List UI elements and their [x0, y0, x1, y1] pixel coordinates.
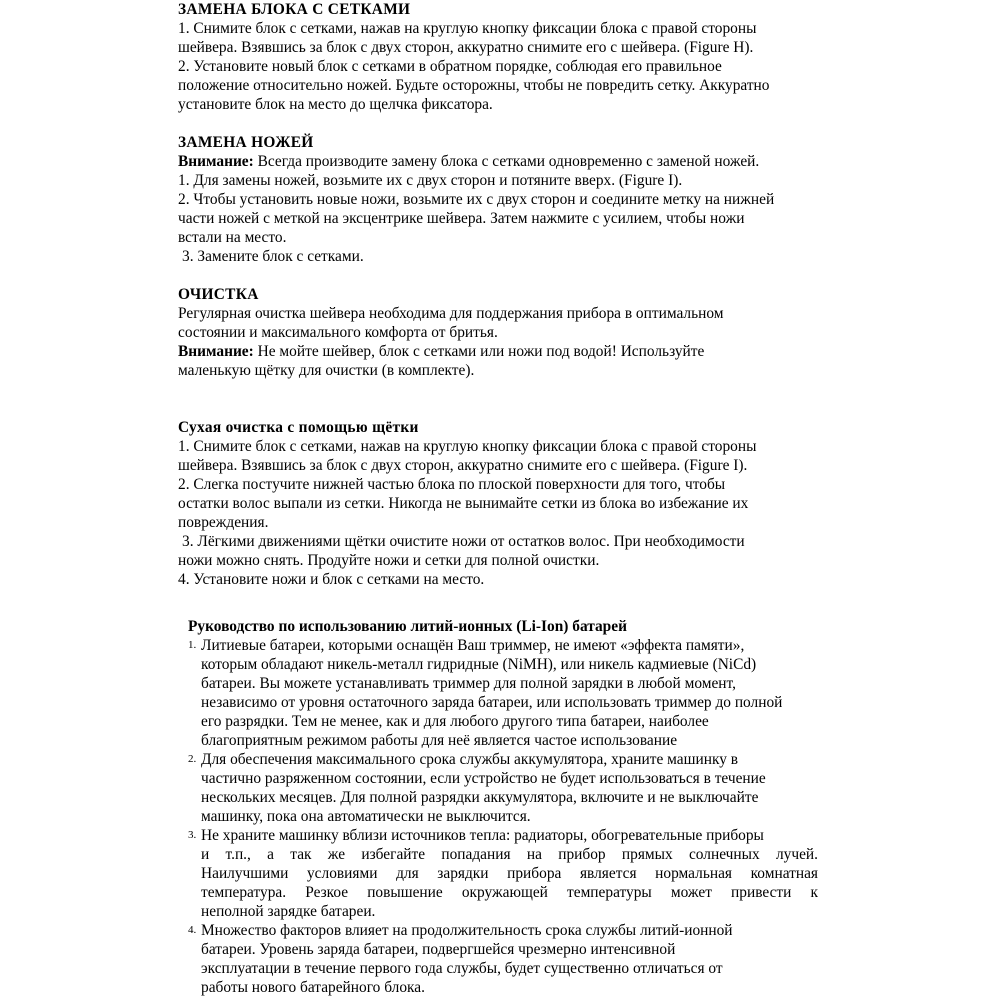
numbered-list [188, 636, 818, 997]
section-dry-cleaning [178, 418, 838, 589]
text-line: Регулярная очистка шейвера необходима для поддержания прибора в оптимальном [178, 305, 724, 322]
list-item [188, 921, 818, 997]
text-line: установите блок на место до щелчка фиксатора. [178, 96, 493, 113]
manual-page [178, 0, 838, 589]
section-title: Сухая очистка с помощью щётки [178, 419, 419, 436]
section-cleaning [178, 285, 838, 380]
text-line: 3. Замените блок с сетками. [182, 248, 364, 265]
text-line: встали на место. [178, 229, 287, 246]
text-line: Наилучшими условиями для зарядки прибора является нормальная комнатная [201, 865, 818, 882]
text-line: Не храните машинку вблизи источников тепла: радиаторы, обогревательные приборы [201, 827, 764, 844]
warning-text: Не мойте шейвер, блок с сетками или ножи под водой! Используйте [253, 343, 705, 360]
text-line: шейвера. Взявшись за блок с двух сторон, аккуратно снимите его с шейвера. (Figure I). [178, 457, 748, 474]
spacer [178, 266, 838, 285]
warning-label: Внимание: [178, 153, 254, 170]
text-line: 1. Для замены ножей, возьмите их с двух сторон и потяните вверх. (Figure I). [178, 172, 683, 189]
section-replace-blades [178, 133, 838, 266]
text-line: эксплуатации в течение первого года службы, будет существенно отличаться от [201, 960, 723, 977]
section-title: ОЧИСТКА [178, 286, 259, 303]
text-line: батареи. Уровень заряда батареи, подвергшейся чрезмерно интенсивной [201, 941, 676, 958]
text-line: положение относительно ножей. Будьте осторожны, чтобы не повредить сетку. Аккуратно [178, 77, 770, 94]
list-item [188, 826, 818, 921]
text-line: 4. Установите ножи и блок с сетками на место. [178, 571, 485, 588]
text-line: 1. Снимите блок с сетками, нажав на круглую кнопку фиксации блока с правой стороны [178, 20, 757, 37]
section-title: Руководство по использованию литий-ионных (Li-Ion) батарей [188, 618, 627, 635]
section-title: ЗАМЕНА БЛОКА С СЕТКАМИ [178, 1, 411, 18]
text-line: частично разряженном состоянии, если устройство не будет использоваться в течение [201, 770, 766, 787]
list-item [188, 636, 818, 750]
text-line: маленькую щётку для очистки (в комплекте). [178, 362, 475, 379]
list-number: 4. [188, 924, 197, 936]
section-liion-guide [188, 617, 818, 997]
spacer [178, 114, 838, 133]
list-number: 3. [188, 829, 197, 841]
text-line: остатки волос выпали из сетки. Никогда не вынимайте сетки из блока во избежание их [178, 495, 749, 512]
text-line: и т.п., а так же избегайте попадания на прибор прямых солнечных лучей. [201, 846, 818, 863]
text-line: Литиевые батареи, которыми оснащён Ваш триммер, не имеют «эффекта памяти», [201, 637, 745, 654]
text-line: температура. Резкое повышение окружающей температуры может привести к [201, 884, 818, 901]
section-title: ЗАМЕНА НОЖЕЙ [178, 134, 314, 151]
text-line: состоянии и максимального комфорта от бритья. [178, 324, 498, 341]
text-line: части ножей с меткой на эксцентрике шейвера. Затем нажмите с усилием, чтобы ножи [178, 210, 745, 227]
text-line: 2. Установите новый блок с сетками в обратном порядке, соблюдая его правильное [178, 58, 722, 75]
text-line: 2. Слегка постучите нижней частью блока по плоской поверхности для того, чтобы [178, 476, 726, 493]
warning-paragraph [178, 342, 838, 361]
list-number: 1. [188, 639, 197, 651]
warning-paragraph [178, 152, 838, 171]
text-line: машинку, пока она автоматически не выключится. [201, 808, 531, 825]
text-line: благоприятным режимом работы для неё является частое использование [201, 732, 678, 749]
text-line: Множество факторов влияет на продолжительность срока службы литий-ионной [201, 922, 733, 939]
text-line: работы нового батарейного блока. [201, 979, 425, 996]
text-line: ножи можно снять. Продуйте ножи и сетки для полной очистки. [178, 552, 600, 569]
section-replace-foil [178, 0, 838, 114]
text-line: независимо от уровня остаточного заряда батареи, или использовать триммер до полной [201, 694, 783, 711]
text-line: повреждения. [178, 514, 269, 531]
text-line: нескольких месяцев. Для полной разрядки аккумулятора, включите и не выключайте [201, 789, 759, 806]
warning-label: Внимание: [178, 343, 254, 360]
text-line: его разрядки. Тем не менее, как и для любого другого типа батареи, наиболее [201, 713, 709, 730]
text-line: 3. Лёгкими движениями щётки очистите ножи от остатков волос. При необходимости [182, 533, 745, 550]
text-line: Для обеспечения максимального срока службы аккумулятора, храните машинку в [201, 751, 739, 768]
warning-text: Всегда производите замену блока с сетками одновременно с заменой ножей. [253, 153, 760, 170]
spacer [178, 380, 838, 418]
text-line: 2. Чтобы установить новые ножи, возьмите их с двух сторон и соедините метку на нижней [178, 191, 775, 208]
text-line: батареи. Вы можете устанавливать триммер для полной зарядки в любой момент, [201, 675, 736, 692]
text-line: 1. Снимите блок с сетками, нажав на круглую кнопку фиксации блока с правой стороны [178, 438, 757, 455]
list-number: 2. [188, 753, 197, 765]
text-line: неполной зарядке батареи. [201, 903, 376, 920]
text-line: которым обладают никель-металл гидридные (NiMH), или никель кадмиевые (NiCd) [201, 656, 757, 673]
list-item [188, 750, 818, 826]
text-line: шейвера. Взявшись за блок с двух сторон, аккуратно снимите его с шейвера. (Figure H). [178, 39, 754, 56]
